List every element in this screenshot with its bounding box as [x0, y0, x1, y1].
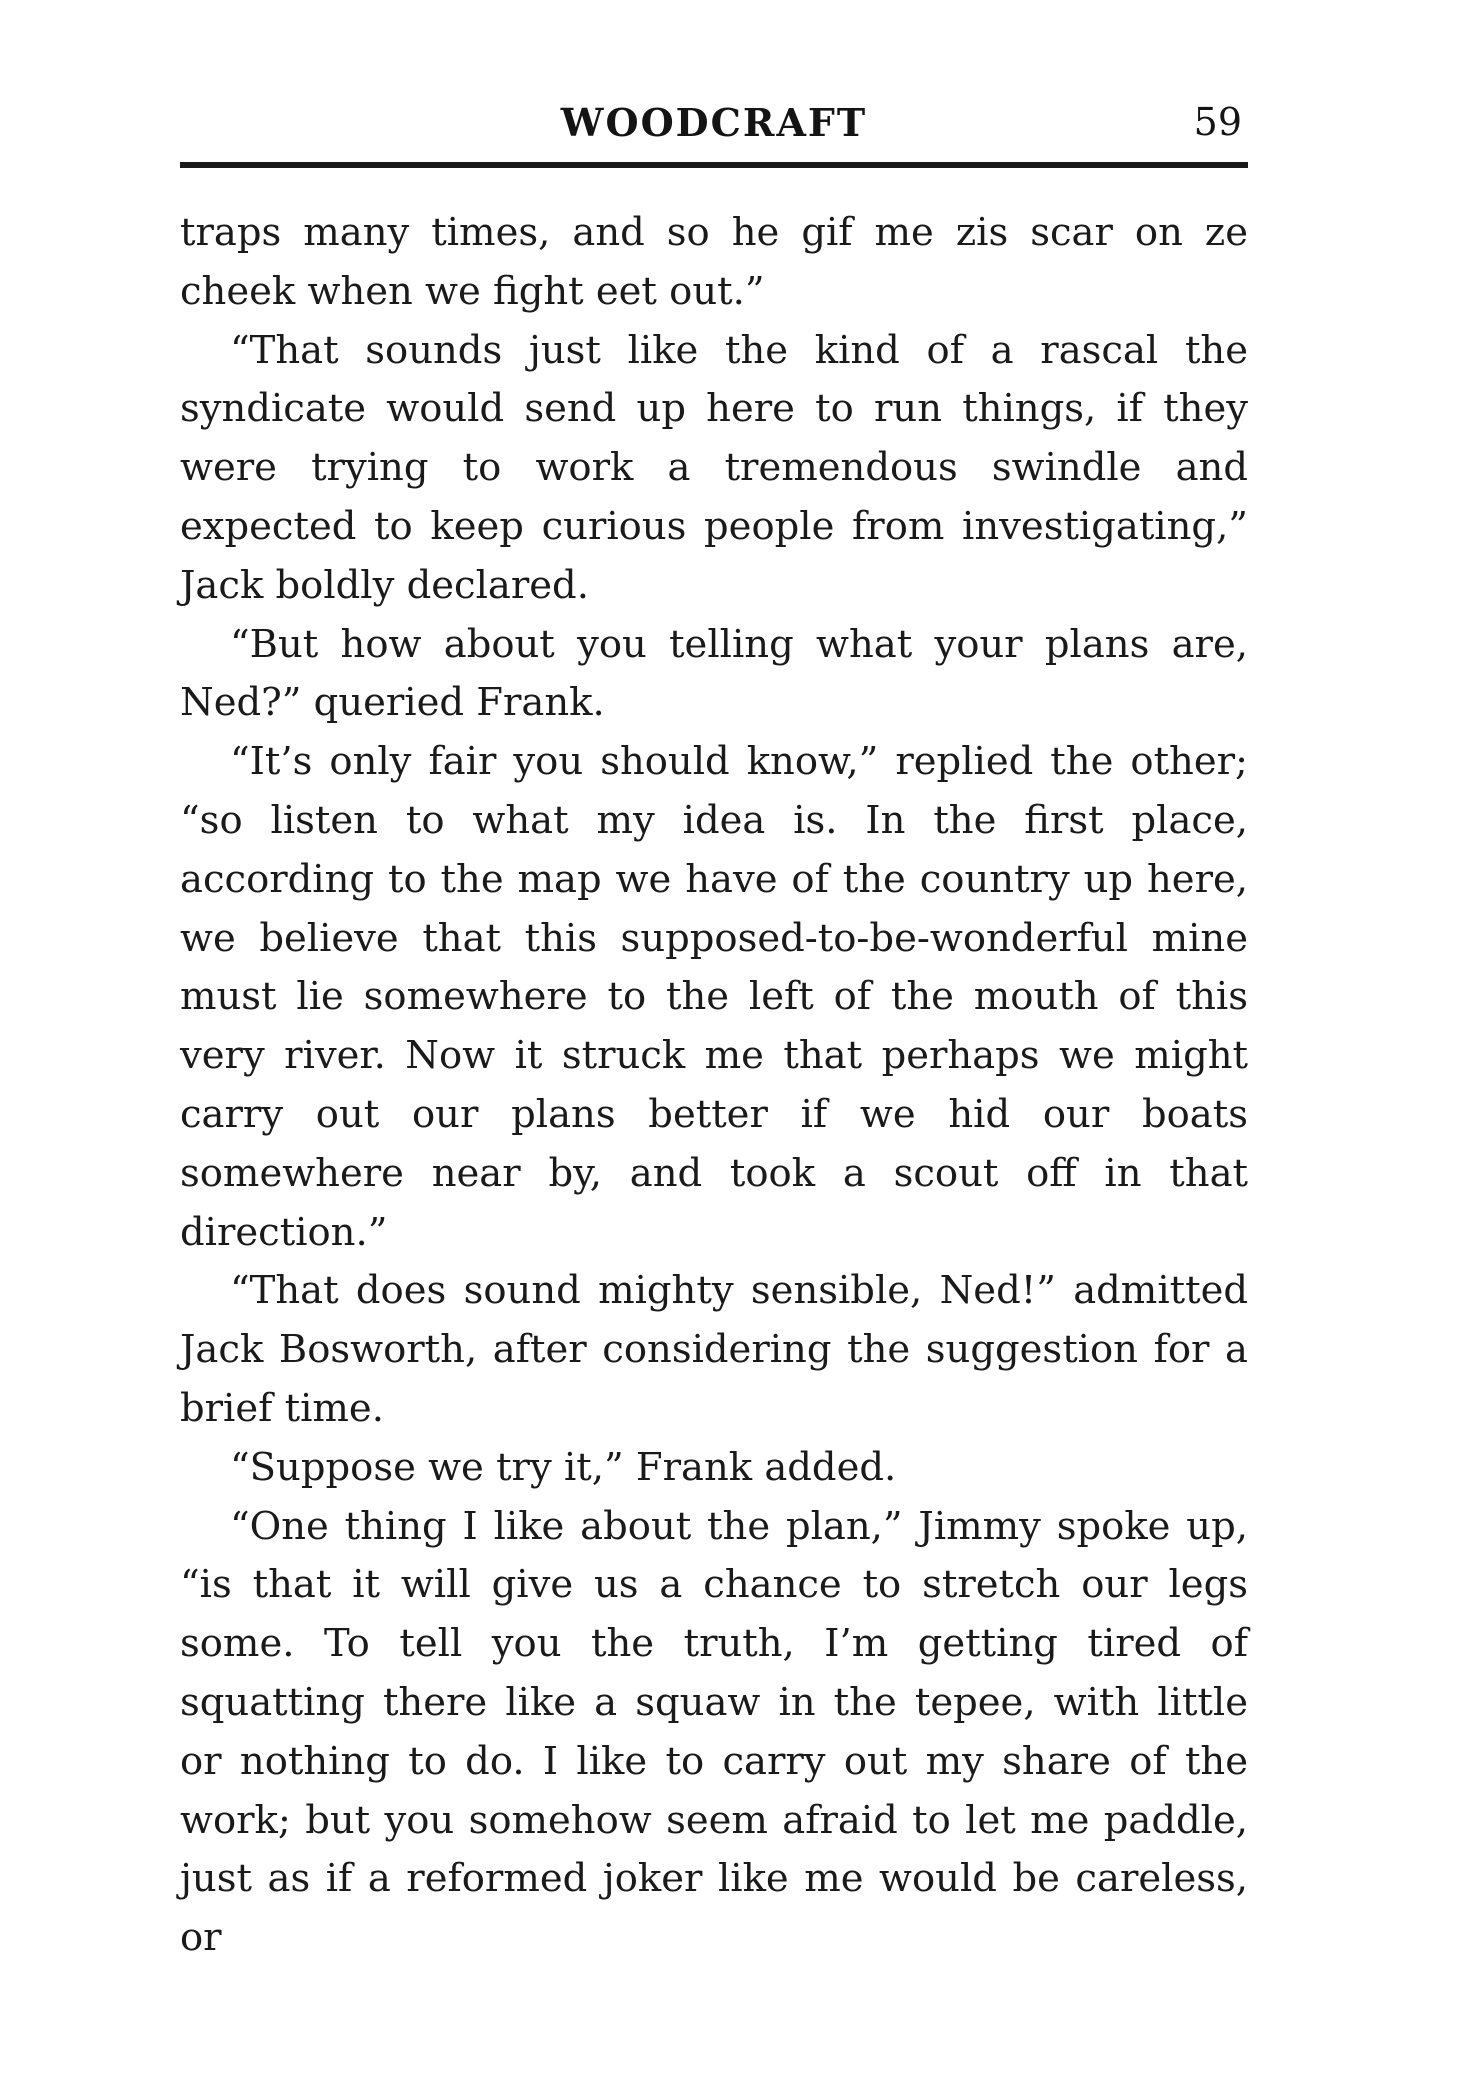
running-title: WOODCRAFT [560, 100, 868, 145]
paragraph: “It’s only fair you should know,” replied the other; “so listen to what my idea is. In the first place, according to the map we have of the country up here, we believe that this supposed-to-be-wonderful mine must lie somewhere to the left of the mouth of this very river. Now it struck me that perhaps we might carry out our plans better if we hid our boats somewhere near by, and took a scout off in that direction.” [180, 739, 1248, 1255]
paragraph: “Suppose we try it,” Frank added. [230, 1444, 897, 1490]
paragraph: “But how about you telling what your plans are, Ned?” queried Frank. [180, 621, 1248, 726]
page-header [180, 92, 1248, 152]
header-rule [180, 162, 1248, 168]
paragraph: “One thing I like about the plan,” Jimmy spoke up, “is that it will give us a chance to stretch our legs some. To tell you the truth, I’m getting tired of squatting there like a squaw in the tepee, with little or nothing to do. I like to carry out my share of the work; but you somehow seem afraid to let me paddle, just as if a reformed joker like me would be careless, or [180, 1503, 1248, 1961]
paragraph: “That sounds just like the kind of a rascal the syndicate would send up here to run things, if they were trying to work a tremendous swindle and expected to keep curious people from investigating,” Jack boldly declared. [180, 327, 1248, 608]
paragraph: “That does sound mighty sensible, Ned!” admitted Jack Bosworth, after considering the suggestion for a brief time. [180, 1268, 1248, 1431]
book-page [180, 92, 1248, 1961]
page-number: 59 [1193, 100, 1242, 144]
body-text [180, 204, 1248, 1968]
paragraph-continuation: traps many times, and so he gif me zis scar on ze cheek when we fight eet out.” [180, 210, 1248, 314]
